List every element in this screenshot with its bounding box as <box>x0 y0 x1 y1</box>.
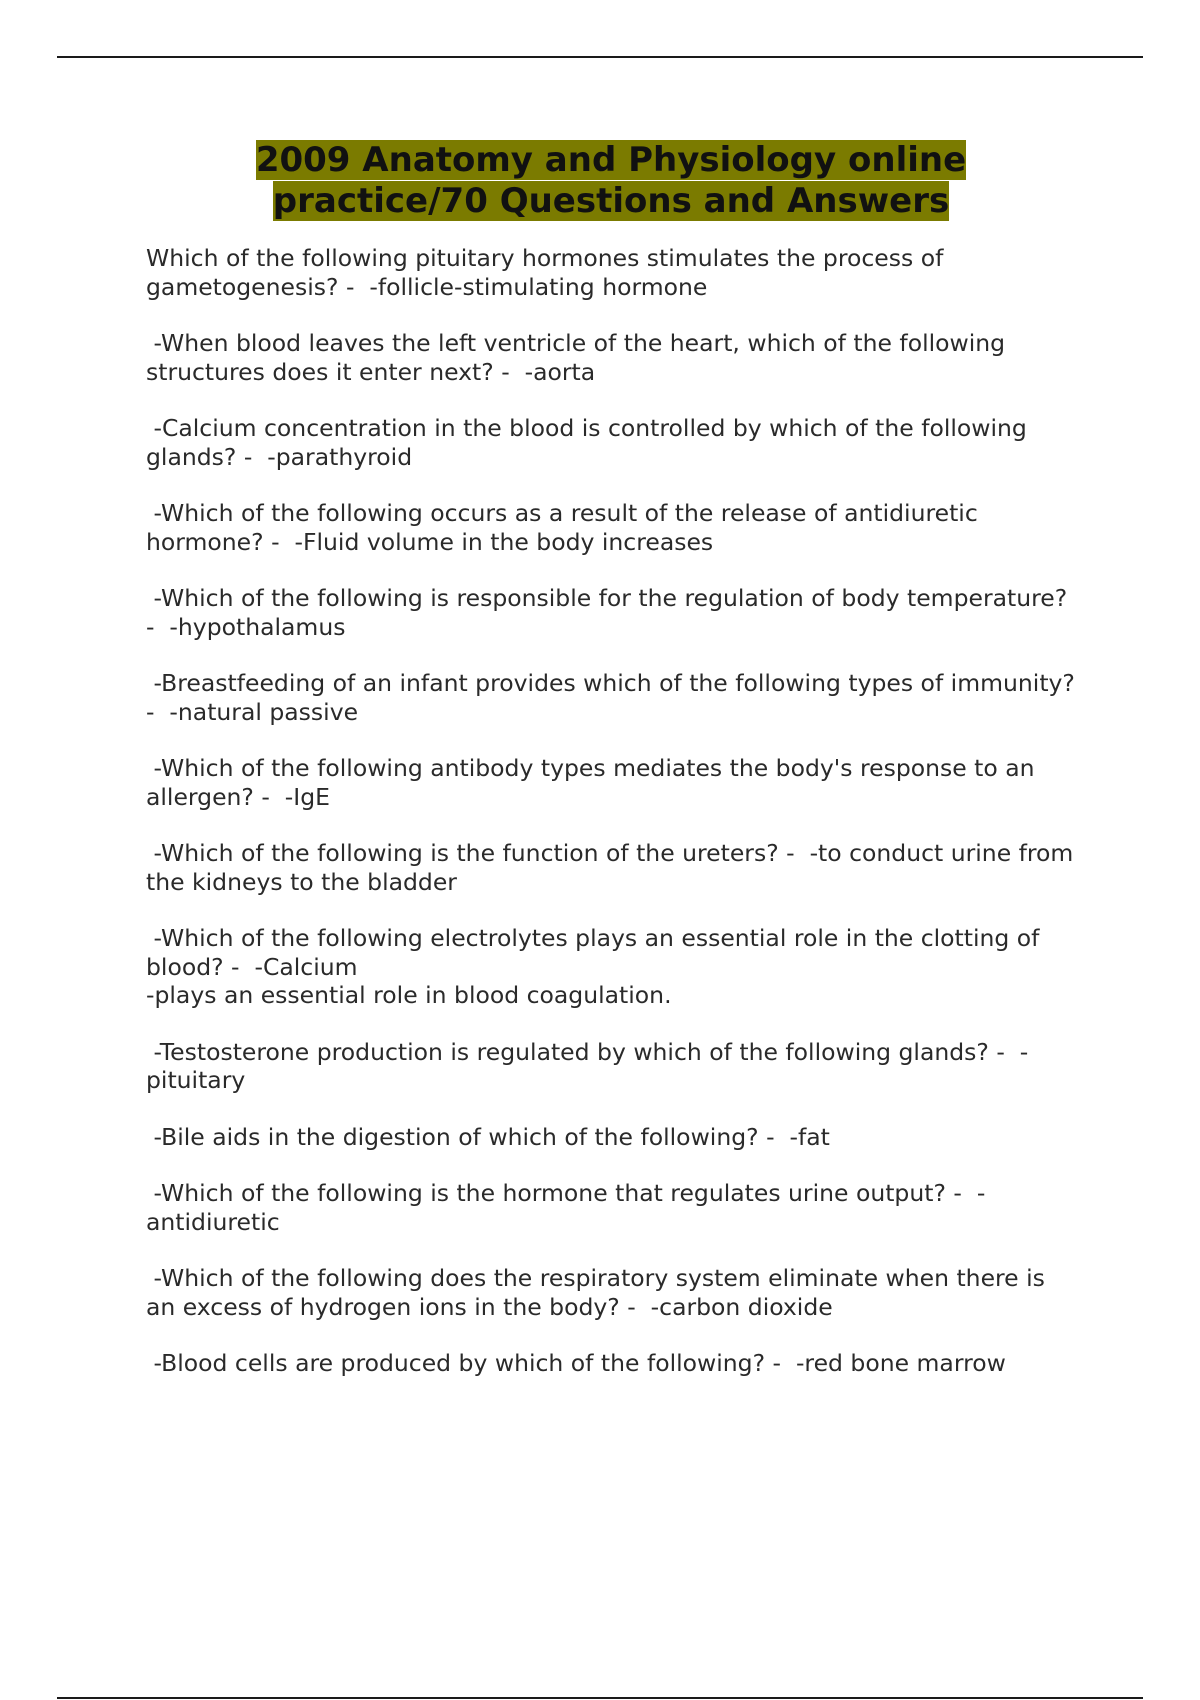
qa-item: -Which of the following electrolytes plays an essential role in the clotting of blood? - -Calcium -plays an essential role in blood coagulation. <box>146 924 1040 1009</box>
qa-item: -Calcium concentration in the blood is controlled by which of the following glands? - -parathyroid <box>146 414 1035 471</box>
qa-item: -Bile aids in the digestion of which of the following? - -fat <box>146 1122 830 1151</box>
document-body <box>146 140 1083 1406</box>
qa-item: -Testosterone production is regulated by which of the following glands? - -pituitary <box>146 1037 1029 1094</box>
qa-item: -Which of the following is the function of the ureters? - -to conduct urine from the kidneys to the bladder <box>146 839 1081 896</box>
top-rule <box>57 56 1143 58</box>
qa-item: -Blood cells are produced by which of the following? - -red bone marrow <box>146 1349 1006 1377</box>
document-title <box>146 140 1076 222</box>
title-line-1: 2009 Anatomy and Physiology online <box>255 140 967 180</box>
qa-item: -When blood leaves the left ventricle of the heart, which of the following structures does it enter next? - -aorta <box>146 329 1013 386</box>
bottom-rule <box>57 1697 1143 1699</box>
qa-item: -Which of the following does the respiratory system eliminate when there is an excess of hydrogen ions in the body? - -carbon dioxide <box>146 1264 1053 1321</box>
qa-item: -Which of the following antibody types mediates the body's response to an allergen? - -IgE <box>146 754 1043 811</box>
qa-item: -Which of the following is responsible for the regulation of body temperature? - -hypothalamus <box>146 584 1075 641</box>
title-line-2: practice/70 Questions and Answers <box>272 181 950 221</box>
qa-item: -Breastfeeding of an infant provides which of the following types of immunity? - -natural passive <box>146 669 1083 726</box>
qa-item: -Which of the following is the hormone that regulates urine output? - -antidiuretic <box>146 1179 986 1236</box>
qa-item: Which of the following pituitary hormones stimulates the process of gametogenesis? - -follicle-stimulating hormone <box>146 244 951 301</box>
qa-item: -Which of the following occurs as a result of the release of antidiuretic hormone? - -Fluid volume in the body increases <box>146 499 986 556</box>
